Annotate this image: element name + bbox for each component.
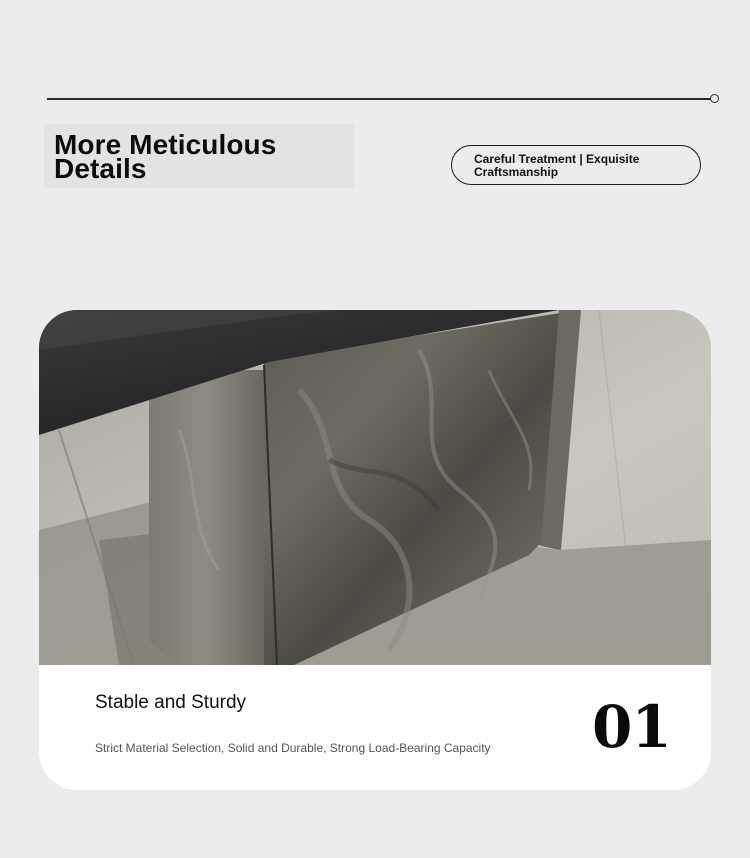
feature-card <box>39 310 711 790</box>
header-divider-line <box>47 98 711 100</box>
section-title-block <box>44 124 354 188</box>
divider-end-dot <box>710 94 719 103</box>
feature-title: Stable and Sturdy <box>95 692 247 713</box>
feature-description: Strict Material Selection, Solid and Durable, Strong Load-Bearing Capacity <box>95 741 491 755</box>
craftsmanship-tag-label: Careful Treatment | Exquisite Craftsmanship <box>474 152 640 179</box>
craftsmanship-tag <box>451 145 701 185</box>
marble-pedestal-photo <box>39 310 711 665</box>
feature-number: 01 <box>592 693 671 761</box>
section-title: More Meticulous Details <box>54 129 277 184</box>
